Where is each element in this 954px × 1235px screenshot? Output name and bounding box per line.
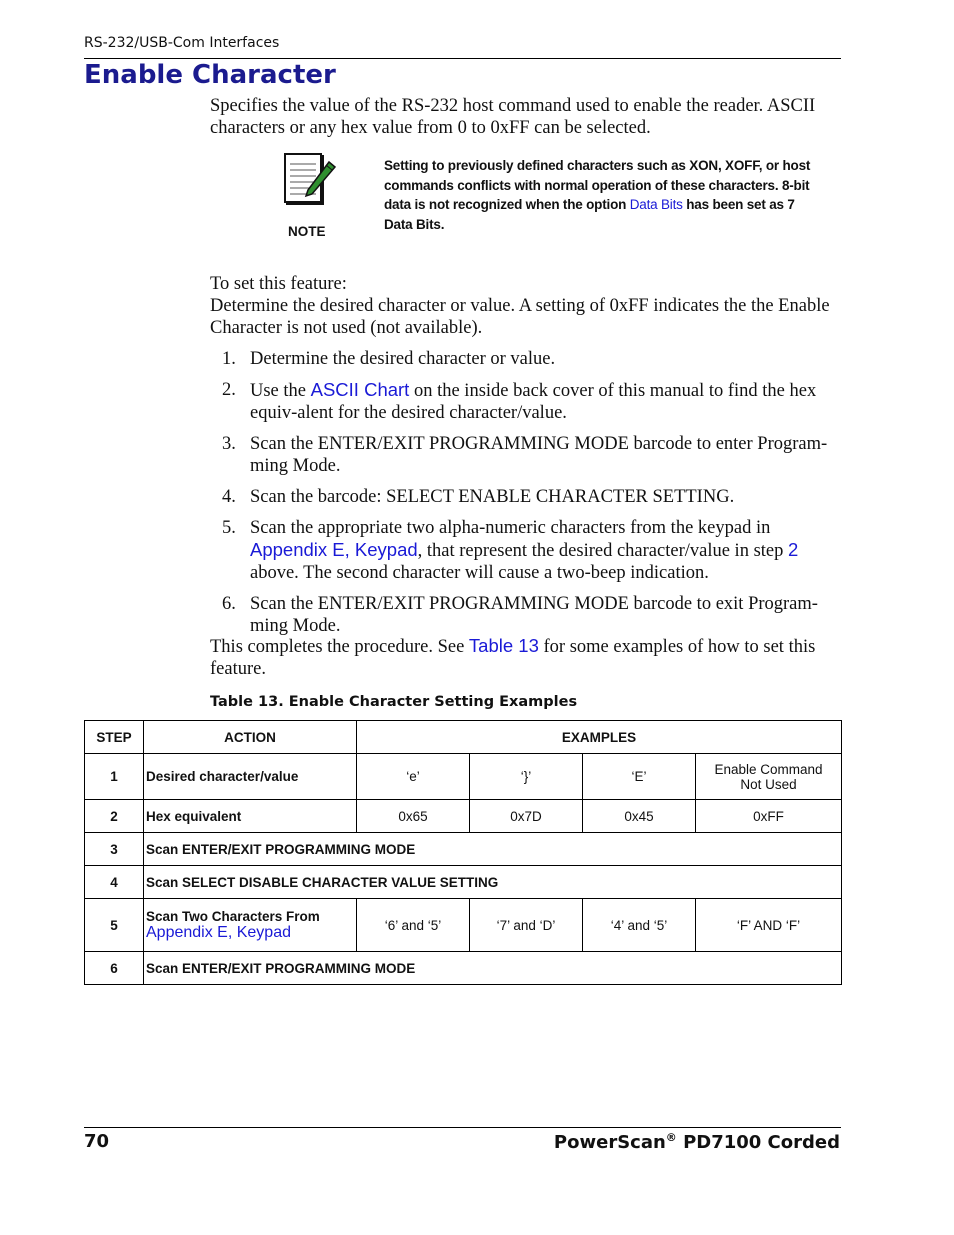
procedure-steps xyxy=(210,348,842,646)
header-step: STEP xyxy=(85,721,144,754)
table-row xyxy=(85,800,842,833)
example-text: Enable Command Not Used xyxy=(714,761,823,792)
step-number: 5. xyxy=(222,518,236,538)
example-cell: ‘F’ AND ‘F’ xyxy=(696,899,842,952)
example-cell: ‘e’ xyxy=(357,754,470,800)
set-feature-label: To set this feature: xyxy=(210,274,347,294)
product-name-b: PD7100 Corded xyxy=(676,1132,840,1153)
example-cell: ‘}’ xyxy=(470,754,583,800)
header-action: ACTION xyxy=(144,721,357,754)
example-cell: 0xFF xyxy=(696,800,842,833)
step-cell: 4 xyxy=(85,866,144,899)
appendix-e-keypad-table-link[interactable]: Appendix E, Keypad xyxy=(146,923,291,941)
step-text-after: on the inside back cover of this manual to find the hex equiv-alent for the desired character/value. xyxy=(250,381,817,423)
example-cell: 0x65 xyxy=(357,800,470,833)
data-bits-link[interactable]: Data Bits xyxy=(629,197,683,212)
table-13-link[interactable]: Table 13 xyxy=(468,635,539,656)
table-caption: Table 13. Enable Character Setting Examples xyxy=(210,694,578,710)
completes-after: for some examples of how to set this feature. xyxy=(210,637,816,679)
step-text-before: Use the xyxy=(250,381,311,401)
step-cell: 6 xyxy=(85,952,144,985)
step-text: Determine the desired character or value. xyxy=(250,349,556,369)
page-number: 70 xyxy=(84,1131,110,1152)
step-cell: 1 xyxy=(85,754,144,800)
action-cell xyxy=(144,899,357,952)
step-cell: 5 xyxy=(85,899,144,952)
notepad-pen-icon xyxy=(282,150,338,210)
action-text: Scan Two Characters From xyxy=(146,908,320,924)
step-item xyxy=(210,486,842,508)
example-cell xyxy=(696,754,842,800)
step-number: 6. xyxy=(222,594,236,614)
note-box xyxy=(282,150,842,250)
completes-paragraph xyxy=(210,635,842,680)
table-header-row xyxy=(85,721,842,754)
registered-mark: ® xyxy=(665,1131,677,1144)
header-divider xyxy=(84,58,841,59)
header-examples: EXAMPLES xyxy=(357,721,842,754)
ascii-chart-link[interactable]: ASCII Chart xyxy=(310,379,410,400)
table-row xyxy=(85,754,842,800)
step-item xyxy=(210,593,842,637)
table-row xyxy=(85,952,842,985)
table-row xyxy=(85,899,842,952)
step-number: 2. xyxy=(222,380,236,400)
step-item xyxy=(210,433,842,477)
step-text-before: Scan the appropriate two alpha-numeric characters from the keypad in xyxy=(250,518,771,538)
step-cell: 3 xyxy=(85,833,144,866)
step-text: Scan the barcode: SELECT ENABLE CHARACTER SETTING. xyxy=(250,487,735,507)
table-row xyxy=(85,866,842,899)
step-cell: 2 xyxy=(85,800,144,833)
step-item xyxy=(210,379,842,424)
completes-before: This completes the procedure. See xyxy=(210,637,469,657)
action-cell: Scan ENTER/EXIT PROGRAMMING MODE xyxy=(144,952,842,985)
step-item xyxy=(210,348,842,370)
step-text-after: above. The second character will cause a two-beep indication. xyxy=(250,563,709,583)
step-text-middle: , that represent the desired character/value in step xyxy=(417,541,788,561)
product-name xyxy=(554,1131,840,1153)
product-name-a: PowerScan xyxy=(553,1132,666,1153)
page-title: Enable Character xyxy=(84,60,336,90)
action-cell: Scan ENTER/EXIT PROGRAMMING MODE xyxy=(144,833,842,866)
example-cell: ‘4’ and ‘5’ xyxy=(583,899,696,952)
step-number: 3. xyxy=(222,434,236,454)
table-row xyxy=(85,833,842,866)
running-header: RS-232/USB-Com Interfaces xyxy=(84,35,280,51)
step-2-link[interactable]: 2 xyxy=(788,539,799,560)
action-cell: Hex equivalent xyxy=(144,800,357,833)
note-label: NOTE xyxy=(288,224,326,239)
action-cell: Desired character/value xyxy=(144,754,357,800)
examples-table xyxy=(84,720,842,985)
step-number: 4. xyxy=(222,487,236,507)
step-text: Scan the ENTER/EXIT PROGRAMMING MODE barcode to exit Program-ming Mode. xyxy=(250,594,818,636)
step-number: 1. xyxy=(222,349,236,369)
note-text xyxy=(384,156,814,234)
action-cell: Scan SELECT DISABLE CHARACTER VALUE SETTING xyxy=(144,866,842,899)
note-text-after: has been set as 7 Data Bits. xyxy=(384,197,795,232)
note-text-before: Setting to previously defined characters such as XON, XOFF, or host commands conflicts with normal operation of these characters. 8-bit data is not recognized when the option xyxy=(384,158,811,212)
footer-divider xyxy=(84,1127,841,1128)
example-cell: ‘E’ xyxy=(583,754,696,800)
appendix-e-keypad-link[interactable]: Appendix E, Keypad xyxy=(250,539,418,560)
determine-paragraph: Determine the desired character or value. A setting of 0xFF indicates the the Enable Character is not used (not available). xyxy=(210,296,830,338)
step-item xyxy=(210,517,842,584)
example-cell: ‘7’ and ‘D’ xyxy=(470,899,583,952)
example-cell: 0x45 xyxy=(583,800,696,833)
example-cell: 0x7D xyxy=(470,800,583,833)
step-text: Scan the ENTER/EXIT PROGRAMMING MODE barcode to enter Program-ming Mode. xyxy=(250,434,828,476)
intro-paragraph: Specifies the value of the RS-232 host command used to enable the reader. ASCII characters or any hex value from 0 to 0xFF can be selected. xyxy=(210,96,816,138)
example-cell: ‘6’ and ‘5’ xyxy=(357,899,470,952)
